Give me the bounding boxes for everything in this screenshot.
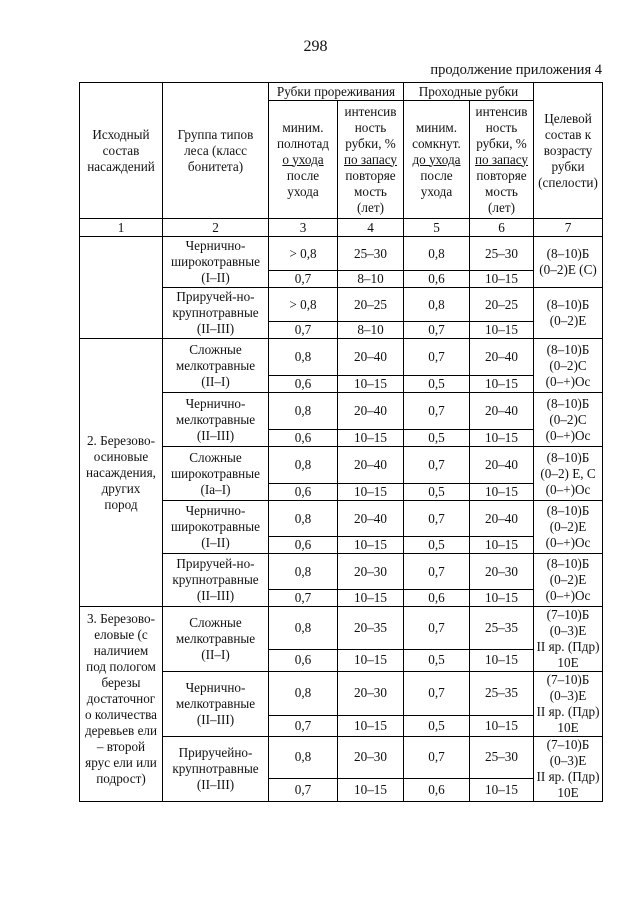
passing-intensity-cell: 25–35 bbox=[470, 672, 534, 716]
passing-intensity-cell: 10–15 bbox=[470, 430, 534, 447]
passing-intensity-cell: 10–15 bbox=[470, 715, 534, 736]
thinning-intensity-cell: 25–30 bbox=[338, 237, 404, 271]
forest-type-cell: Приручей-но- крупнотравные (II–III) bbox=[163, 554, 269, 607]
min-closure-cell: 0,7 bbox=[404, 447, 470, 484]
composition-cell bbox=[80, 237, 163, 339]
min-density-cell: 0,8 bbox=[269, 339, 338, 376]
thinning-intensity-cell: 10–15 bbox=[338, 649, 404, 671]
thinning-intensity-cell: 20–40 bbox=[338, 393, 404, 430]
column-number: 6 bbox=[470, 219, 534, 237]
forest-care-table bbox=[79, 82, 603, 802]
min-density-cell: 0,7 bbox=[269, 322, 338, 339]
header-passing-intensity: интенсив ность рубки, % по запасу повторяе мость (лет) bbox=[470, 101, 534, 219]
min-density-cell: 0,8 bbox=[269, 393, 338, 430]
forest-type-cell: Сложные мелкотравные (II–I) bbox=[163, 339, 269, 393]
thinning-intensity-cell: 10–15 bbox=[338, 537, 404, 554]
forest-type-cell: Приручейно- крупнотравные (II–III) bbox=[163, 737, 269, 802]
target-composition-cell: (8–10)Б (0–2)Е (С) bbox=[534, 237, 603, 288]
header-min-closure: миним. сомкнут. до ухода после ухода bbox=[404, 101, 470, 219]
thinning-intensity-cell: 10–15 bbox=[338, 376, 404, 393]
min-closure-cell: 0,5 bbox=[404, 715, 470, 736]
thinning-intensity-cell: 10–15 bbox=[338, 484, 404, 501]
min-density-cell: 0,7 bbox=[269, 590, 338, 607]
thinning-intensity-cell: 20–30 bbox=[338, 672, 404, 716]
passing-intensity-cell: 20–25 bbox=[470, 288, 534, 322]
passing-intensity-cell: 20–40 bbox=[470, 447, 534, 484]
min-closure-cell: 0,7 bbox=[404, 393, 470, 430]
target-composition-cell: (8–10)Б (0–2)С (0–+)Ос bbox=[534, 393, 603, 447]
passing-intensity-cell: 20–40 bbox=[470, 501, 534, 537]
min-closure-cell: 0,5 bbox=[404, 649, 470, 671]
passing-intensity-cell: 20–30 bbox=[470, 554, 534, 590]
min-density-cell: 0,7 bbox=[269, 271, 338, 288]
target-composition-cell: (8–10)Б (0–2)С (0–+)Ос bbox=[534, 339, 603, 393]
min-density-cell: 0,8 bbox=[269, 501, 338, 537]
passing-intensity-cell: 10–15 bbox=[470, 376, 534, 393]
thinning-intensity-cell: 20–30 bbox=[338, 737, 404, 779]
min-closure-cell: 0,6 bbox=[404, 590, 470, 607]
page-number: 298 bbox=[303, 38, 328, 55]
min-density-cell: 0,8 bbox=[269, 554, 338, 590]
forest-type-cell: Чернично- мелкотравные (II–III) bbox=[163, 393, 269, 447]
min-closure-cell: 0,7 bbox=[404, 339, 470, 376]
forest-type-cell: Сложные мелкотравные (II–I) bbox=[163, 607, 269, 672]
header-thinning-intensity: интенсив ность рубки, % по запасу повторяе мость (лет) bbox=[338, 101, 404, 219]
header-min-density: миним. полнотад о ухода после ухода bbox=[269, 101, 338, 219]
column-number: 4 bbox=[338, 219, 404, 237]
column-number: 1 bbox=[80, 219, 163, 237]
min-closure-cell: 0,7 bbox=[404, 672, 470, 716]
passing-intensity-cell: 25–30 bbox=[470, 737, 534, 779]
min-density-cell: 0,8 bbox=[269, 737, 338, 779]
table-row bbox=[80, 339, 603, 376]
thinning-intensity-cell: 20–40 bbox=[338, 501, 404, 537]
target-composition-cell: (7–10)Б (0–3)Е II яр. (Пдр) 10Е bbox=[534, 607, 603, 672]
min-closure-cell: 0,5 bbox=[404, 376, 470, 393]
target-composition-cell: (8–10)Б (0–2)Е (0–+)Ос bbox=[534, 554, 603, 607]
target-composition-cell: (7–10)Б (0–3)Е II яр. (Пдр) 10Е bbox=[534, 672, 603, 737]
min-closure-cell: 0,8 bbox=[404, 288, 470, 322]
forest-type-cell: Приручей-но- крупнотравные (II–III) bbox=[163, 288, 269, 339]
thinning-intensity-cell: 20–40 bbox=[338, 447, 404, 484]
min-density-cell: 0,6 bbox=[269, 376, 338, 393]
min-density-cell: 0,8 bbox=[269, 447, 338, 484]
min-closure-cell: 0,6 bbox=[404, 271, 470, 288]
min-density-cell: 0,8 bbox=[269, 672, 338, 716]
min-density-cell: 0,8 bbox=[269, 607, 338, 650]
passing-intensity-cell: 20–40 bbox=[470, 393, 534, 430]
min-closure-cell: 0,6 bbox=[404, 778, 470, 801]
passing-intensity-cell: 10–15 bbox=[470, 484, 534, 501]
column-number: 3 bbox=[269, 219, 338, 237]
min-closure-cell: 0,7 bbox=[404, 554, 470, 590]
continuation-note: продолжение приложения 4 bbox=[430, 62, 602, 78]
thinning-intensity-cell: 10–15 bbox=[338, 430, 404, 447]
forest-type-cell: Чернично- широкотравные (I–II) bbox=[163, 501, 269, 554]
thinning-intensity-cell: 20–25 bbox=[338, 288, 404, 322]
min-density-cell: 0,7 bbox=[269, 715, 338, 736]
passing-intensity-cell: 10–15 bbox=[470, 590, 534, 607]
thinning-intensity-cell: 10–15 bbox=[338, 590, 404, 607]
column-number: 7 bbox=[534, 219, 603, 237]
thinning-intensity-cell: 20–30 bbox=[338, 554, 404, 590]
min-density-cell: 0,6 bbox=[269, 537, 338, 554]
thinning-intensity-cell: 20–40 bbox=[338, 339, 404, 376]
forest-type-cell: Сложные широкотравные (Ia–I) bbox=[163, 447, 269, 501]
min-closure-cell: 0,5 bbox=[404, 484, 470, 501]
min-density-cell: 0,6 bbox=[269, 430, 338, 447]
forest-type-cell: Чернично- мелкотравные (II–III) bbox=[163, 672, 269, 737]
header-initial-composition: Исходный состав насаждений bbox=[80, 83, 163, 219]
min-density-cell: 0,6 bbox=[269, 484, 338, 501]
thinning-intensity-cell: 8–10 bbox=[338, 322, 404, 339]
thinning-intensity-cell: 10–15 bbox=[338, 778, 404, 801]
thinning-intensity-cell: 20–35 bbox=[338, 607, 404, 650]
target-composition-cell: (8–10)Б (0–2)Е (0–+)Ос bbox=[534, 501, 603, 554]
forest-type-cell: Чернично- широкотравные (I–II) bbox=[163, 237, 269, 288]
min-closure-cell: 0,5 bbox=[404, 430, 470, 447]
passing-intensity-cell: 10–15 bbox=[470, 778, 534, 801]
min-closure-cell: 0,8 bbox=[404, 237, 470, 271]
composition-cell: 2. Березово- осиновые насаждения, других пород bbox=[80, 339, 163, 607]
table-row bbox=[80, 237, 603, 271]
min-density-cell: 0,7 bbox=[269, 778, 338, 801]
min-closure-cell: 0,5 bbox=[404, 537, 470, 554]
min-closure-cell: 0,7 bbox=[404, 322, 470, 339]
column-number: 2 bbox=[163, 219, 269, 237]
min-density-cell: > 0,8 bbox=[269, 237, 338, 271]
header-thinning-group: Рубки прореживания bbox=[269, 83, 404, 101]
min-closure-cell: 0,7 bbox=[404, 607, 470, 650]
column-number: 5 bbox=[404, 219, 470, 237]
thinning-intensity-cell: 8–10 bbox=[338, 271, 404, 288]
table-row bbox=[80, 607, 603, 650]
passing-intensity-cell: 10–15 bbox=[470, 322, 534, 339]
target-composition-cell: (8–10)Б (0–2) Е, С (0–+)Ос bbox=[534, 447, 603, 501]
passing-intensity-cell: 25–35 bbox=[470, 607, 534, 650]
min-closure-cell: 0,7 bbox=[404, 737, 470, 779]
min-closure-cell: 0,7 bbox=[404, 501, 470, 537]
target-composition-cell: (7–10)Б (0–3)Е II яр. (Пдр) 10Е bbox=[534, 737, 603, 802]
composition-cell: 3. Березово- еловые (с наличием под пологом березы достаточног о количества деревьев ели – второй ярус ели или подрост) bbox=[80, 607, 163, 802]
thinning-intensity-cell: 10–15 bbox=[338, 715, 404, 736]
passing-intensity-cell: 20–40 bbox=[470, 339, 534, 376]
header-passing-cuts-group: Проходные рубки bbox=[404, 83, 534, 101]
column-numbers-row bbox=[80, 219, 603, 237]
passing-intensity-cell: 10–15 bbox=[470, 537, 534, 554]
target-composition-cell: (8–10)Б (0–2)Е bbox=[534, 288, 603, 339]
passing-intensity-cell: 25–30 bbox=[470, 237, 534, 271]
min-density-cell: > 0,8 bbox=[269, 288, 338, 322]
header-forest-type-group: Группа типов леса (класс бонитета) bbox=[163, 83, 269, 219]
passing-intensity-cell: 10–15 bbox=[470, 649, 534, 671]
passing-intensity-cell: 10–15 bbox=[470, 271, 534, 288]
min-density-cell: 0,6 bbox=[269, 649, 338, 671]
header-target-composition: Целевой состав к возрасту рубки (спелости) bbox=[534, 83, 603, 219]
